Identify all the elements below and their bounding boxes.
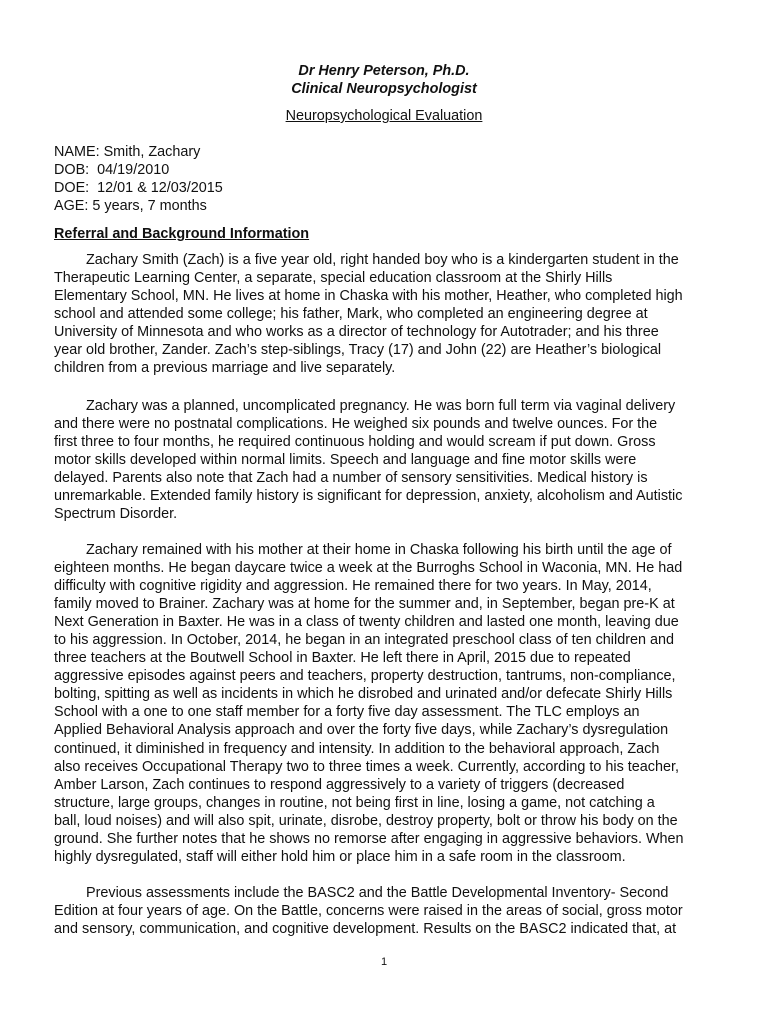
paragraph-line: Edition at four years of age. On the Battle, concerns were raised in the areas of social, gross motor — [54, 903, 683, 920]
author-role: Clinical Neuropsychologist — [291, 81, 477, 97]
paragraph-line: family moved to Brainer. Zachary was at home for the summer and, in September, began pre-K at — [54, 596, 675, 613]
paragraph-line: unremarkable. Extended family history is significant for depression, anxiety, alcoholism and Autistic — [54, 488, 683, 505]
paragraph-line: Zachary Smith (Zach) is a five year old, right handed boy who is a kindergarten student in the — [54, 252, 679, 268]
paragraph-line: Zachary remained with his mother at their home in Chaska following his birth until the age of — [54, 542, 672, 558]
page-number: 1 — [380, 956, 388, 968]
paragraph-line: ball, loud noises) and will also spit, urinate, disrobe, destroy property, bolt or throw his body on the — [54, 812, 678, 829]
paragraph-line: Therapeutic Learning Center, a separate, special education classroom at the Shirly Hills — [54, 270, 613, 287]
paragraph-line: Previous assessments include the BASC2 and the Battle Developmental Inventory- Second — [54, 885, 669, 901]
paragraph-line: children from a previous marriage and live separately. — [54, 360, 396, 377]
paragraph-line: University of Minnesota and who works as a director of technology for Autotrader; and his three — [54, 324, 659, 341]
paragraph-line: and there were no postnatal complications. He weighed six pounds and twelve ounces. For the — [54, 416, 658, 433]
paragraph-line: Amber Larson, Zach continues to respond aggressively to a variety of triggers (decreased — [54, 776, 625, 793]
paragraph-line: also receives Occupational Therapy two to three times a week. Currently, according to his teacher, — [54, 758, 679, 775]
paragraph-line: highly dysregulated, staff will either hold him or place him in a safe room in the classroom. — [54, 848, 626, 865]
document-title: Neuropsychological Evaluation — [285, 108, 483, 124]
paragraph-line: Zachary was a planned, uncomplicated pregnancy. He was born full term via vaginal delivery — [54, 398, 676, 414]
paragraph-line: first three to four months, he required continuous holding and would scream if put down. Gross — [54, 434, 656, 451]
patient-name: NAME: Smith, Zachary — [54, 144, 201, 160]
patient-age: AGE: 5 years, 7 months — [54, 198, 207, 214]
section-heading: Referral and Background Information — [54, 226, 310, 242]
paragraph-referral — [54, 251, 716, 377]
paragraph-line: school and attended some college; his father, Mark, who completed an engineering degree at — [54, 306, 648, 323]
paragraph-line: three teachers at the Boutwell School in Baxter. He left there in April, 2015 due to repeated — [54, 650, 631, 667]
paragraph-line: to his aggression. In October, 2014, he began in an integrated preschool class of ten children and — [54, 632, 675, 649]
paragraph-line: and sensory, communication, and cognitive development. Results on the BASC2 indicated that, at — [54, 921, 677, 938]
paragraph-line: ground. She further notes that he shows no remorse after engaging in aggressive behaviors. When — [54, 830, 684, 847]
paragraph-line: aggressive episodes against peers and teachers, property destruction, tantrums, non-compliance, — [54, 668, 676, 685]
paragraph-line: Applied Behavioral Analysis approach and over the forty five days, while Zachary’s dysregulation — [54, 722, 669, 739]
paragraph-line: Elementary School, MN. He lives at home in Chaska with his mother, Heather, who completed high — [54, 288, 683, 305]
paragraph-line: delayed. Parents also note that Zach had a number of sensory sensitivities. Medical history is — [54, 470, 648, 487]
paragraph-line: eighteen months. He began daycare twice a week at the Burroghs School in Waconia, MN. He had — [54, 560, 683, 577]
paragraph-previous-assessments — [54, 884, 716, 938]
paragraph-line: Next Generation in Baxter. He was in a class of twenty children and lasted one month, leaving due — [54, 614, 679, 631]
paragraph-line: motor skills developed within normal limits. Speech and language and fine motor skills were — [54, 452, 637, 469]
paragraph-line: structure, large groups, changes in routine, not being first in line, losing a game, not catching a — [54, 794, 655, 811]
paragraph-line: Spectrum Disorder. — [54, 506, 178, 523]
paragraph-birth-history — [54, 397, 716, 523]
paragraph-line: School with a one to one staff member for a forty five day assessment. The TLC employs an — [54, 704, 640, 721]
patient-doe: DOE: 12/01 & 12/03/2015 — [54, 180, 223, 196]
paragraph-line: year old brother, Zander. Zach’s step-siblings, Tracy (17) and John (22) are Heather’s biological — [54, 342, 662, 359]
paragraph-school-history — [54, 541, 716, 866]
paragraph-line: continued, it diminished in frequency and intensity. In addition to the behavioral approach, Zach — [54, 740, 660, 757]
paragraph-line: bolting, spitting as well as incidents in which he disrobed and urinated and/or defecate Shirly Hills — [54, 686, 673, 703]
patient-dob: DOB: 04/19/2010 — [54, 162, 170, 178]
author-name: Dr Henry Peterson, Ph.D. — [298, 63, 470, 79]
paragraph-line: difficulty with cognitive rigidity and aggression. He remained there for two years. In May, 2014, — [54, 578, 652, 595]
